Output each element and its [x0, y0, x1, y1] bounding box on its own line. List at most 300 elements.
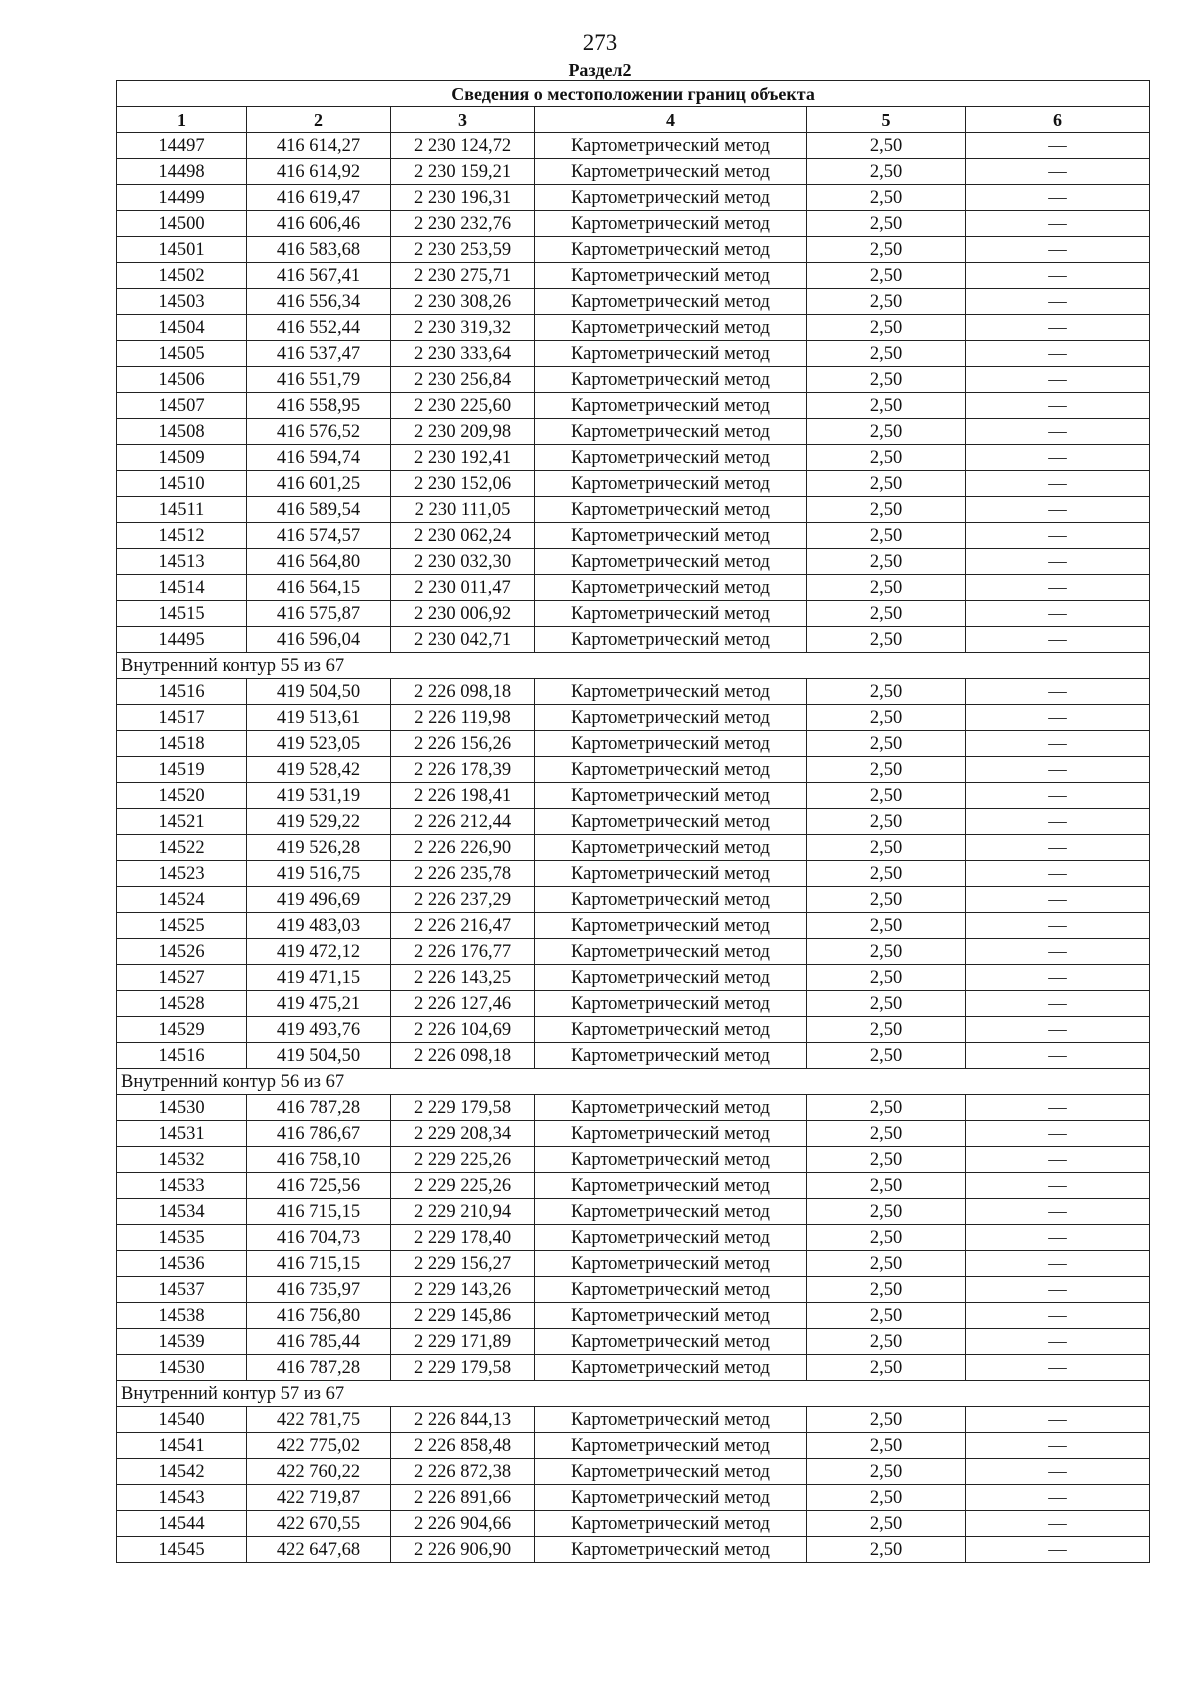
table-row [117, 913, 1150, 939]
method-cell: Картометрический метод [535, 679, 807, 705]
y-coordinate-cell: 2 230 308,26 [391, 289, 535, 315]
description-cell: — [966, 159, 1150, 185]
table-row [117, 133, 1150, 159]
point-number-cell: 14544 [117, 1511, 247, 1537]
y-coordinate-cell: 2 226 844,13 [391, 1407, 535, 1433]
point-number-cell: 14521 [117, 809, 247, 835]
table-row [117, 1121, 1150, 1147]
y-coordinate-cell: 2 230 256,84 [391, 367, 535, 393]
point-number-cell: 14539 [117, 1329, 247, 1355]
x-coordinate-cell: 416 537,47 [247, 341, 391, 367]
table-row [117, 601, 1150, 627]
description-cell: — [966, 731, 1150, 757]
method-cell: Картометрический метод [535, 1459, 807, 1485]
method-cell: Картометрический метод [535, 835, 807, 861]
accuracy-cell: 2,50 [807, 445, 966, 471]
description-cell: — [966, 263, 1150, 289]
accuracy-cell: 2,50 [807, 757, 966, 783]
point-number-cell: 14519 [117, 757, 247, 783]
point-number-cell: 14512 [117, 523, 247, 549]
x-coordinate-cell: 416 758,10 [247, 1147, 391, 1173]
point-number-cell: 14541 [117, 1433, 247, 1459]
description-cell: — [966, 1225, 1150, 1251]
x-coordinate-cell: 416 619,47 [247, 185, 391, 211]
contour-header-row [117, 1381, 1150, 1407]
x-coordinate-cell: 419 504,50 [247, 679, 391, 705]
description-cell: — [966, 523, 1150, 549]
page-number: 273 [582, 30, 618, 55]
y-coordinate-cell: 2 229 179,58 [391, 1095, 535, 1121]
method-cell: Картометрический метод [535, 341, 807, 367]
y-coordinate-cell: 2 229 178,40 [391, 1225, 535, 1251]
y-coordinate-cell: 2 230 232,76 [391, 211, 535, 237]
point-number-cell: 14523 [117, 861, 247, 887]
table-row [117, 315, 1150, 341]
table-row [117, 1303, 1150, 1329]
method-cell: Картометрический метод [535, 445, 807, 471]
x-coordinate-cell: 419 475,21 [247, 991, 391, 1017]
point-number-cell: 14527 [117, 965, 247, 991]
accuracy-cell: 2,50 [807, 1251, 966, 1277]
column-header: 3 [391, 107, 535, 133]
point-number-cell: 14535 [117, 1225, 247, 1251]
description-cell: — [966, 809, 1150, 835]
table-title-row [117, 81, 1150, 107]
point-number-cell: 14500 [117, 211, 247, 237]
description-cell: — [966, 341, 1150, 367]
description-cell: — [966, 549, 1150, 575]
x-coordinate-cell: 419 516,75 [247, 861, 391, 887]
point-number-cell: 14511 [117, 497, 247, 523]
y-coordinate-cell: 2 226 904,66 [391, 1511, 535, 1537]
table-row [117, 1459, 1150, 1485]
x-coordinate-cell: 416 589,54 [247, 497, 391, 523]
y-coordinate-cell: 2 230 111,05 [391, 497, 535, 523]
point-number-cell: 14495 [117, 627, 247, 653]
accuracy-cell: 2,50 [807, 809, 966, 835]
x-coordinate-cell: 422 647,68 [247, 1537, 391, 1563]
point-number-cell: 14533 [117, 1173, 247, 1199]
y-coordinate-cell: 2 230 042,71 [391, 627, 535, 653]
accuracy-cell: 2,50 [807, 965, 966, 991]
description-cell: — [966, 315, 1150, 341]
y-coordinate-cell: 2 226 104,69 [391, 1017, 535, 1043]
method-cell: Картометрический метод [535, 965, 807, 991]
contour-label: Внутренний контур 55 из 67 [117, 653, 1150, 679]
point-number-cell: 14528 [117, 991, 247, 1017]
point-number-cell: 14501 [117, 237, 247, 263]
method-cell: Картометрический метод [535, 497, 807, 523]
point-number-cell: 14530 [117, 1095, 247, 1121]
point-number-cell: 14524 [117, 887, 247, 913]
accuracy-cell: 2,50 [807, 939, 966, 965]
x-coordinate-cell: 422 670,55 [247, 1511, 391, 1537]
method-cell: Картометрический метод [535, 887, 807, 913]
accuracy-cell: 2,50 [807, 679, 966, 705]
method-cell: Картометрический метод [535, 809, 807, 835]
point-number-cell: 14526 [117, 939, 247, 965]
table-row [117, 1511, 1150, 1537]
description-cell: — [966, 887, 1150, 913]
x-coordinate-cell: 416 785,44 [247, 1329, 391, 1355]
y-coordinate-cell: 2 230 192,41 [391, 445, 535, 471]
y-coordinate-cell: 2 226 891,66 [391, 1485, 535, 1511]
table-row [117, 679, 1150, 705]
y-coordinate-cell: 2 226 178,39 [391, 757, 535, 783]
accuracy-cell: 2,50 [807, 1173, 966, 1199]
x-coordinate-cell: 419 504,50 [247, 1043, 391, 1069]
description-cell: — [966, 1329, 1150, 1355]
column-header: 5 [807, 107, 966, 133]
method-cell: Картометрический метод [535, 939, 807, 965]
method-cell: Картометрический метод [535, 1095, 807, 1121]
x-coordinate-cell: 422 760,22 [247, 1459, 391, 1485]
method-cell: Картометрический метод [535, 1121, 807, 1147]
table-row [117, 211, 1150, 237]
method-cell: Картометрический метод [535, 263, 807, 289]
accuracy-cell: 2,50 [807, 1121, 966, 1147]
x-coordinate-cell: 416 556,34 [247, 289, 391, 315]
point-number-cell: 14545 [117, 1537, 247, 1563]
x-coordinate-cell: 419 526,28 [247, 835, 391, 861]
y-coordinate-cell: 2 226 237,29 [391, 887, 535, 913]
y-coordinate-cell: 2 230 006,92 [391, 601, 535, 627]
y-coordinate-cell: 2 226 176,77 [391, 939, 535, 965]
x-coordinate-cell: 416 601,25 [247, 471, 391, 497]
accuracy-cell: 2,50 [807, 1017, 966, 1043]
table-row [117, 289, 1150, 315]
y-coordinate-cell: 2 230 319,32 [391, 315, 535, 341]
table-row [117, 1355, 1150, 1381]
x-coordinate-cell: 419 483,03 [247, 913, 391, 939]
table-row [117, 991, 1150, 1017]
table-row [117, 1251, 1150, 1277]
table-row [117, 185, 1150, 211]
description-cell: — [966, 835, 1150, 861]
method-cell: Картометрический метод [535, 731, 807, 757]
point-number-cell: 14507 [117, 393, 247, 419]
description-cell: — [966, 1433, 1150, 1459]
x-coordinate-cell: 416 606,46 [247, 211, 391, 237]
description-cell: — [966, 939, 1150, 965]
accuracy-cell: 2,50 [807, 783, 966, 809]
point-number-cell: 14543 [117, 1485, 247, 1511]
accuracy-cell: 2,50 [807, 523, 966, 549]
accuracy-cell: 2,50 [807, 1485, 966, 1511]
accuracy-cell: 2,50 [807, 861, 966, 887]
table-row [117, 367, 1150, 393]
x-coordinate-cell: 416 583,68 [247, 237, 391, 263]
section-title: Раздел2 [568, 60, 632, 80]
x-coordinate-cell: 416 594,74 [247, 445, 391, 471]
y-coordinate-cell: 2 226 212,44 [391, 809, 535, 835]
point-number-cell: 14529 [117, 1017, 247, 1043]
accuracy-cell: 2,50 [807, 575, 966, 601]
method-cell: Картометрический метод [535, 1173, 807, 1199]
accuracy-cell: 2,50 [807, 1043, 966, 1069]
contour-label: Внутренний контур 56 из 67 [117, 1069, 1150, 1095]
y-coordinate-cell: 2 229 156,27 [391, 1251, 535, 1277]
description-cell: — [966, 1199, 1150, 1225]
y-coordinate-cell: 2 226 198,41 [391, 783, 535, 809]
y-coordinate-cell: 2 229 145,86 [391, 1303, 535, 1329]
method-cell: Картометрический метод [535, 367, 807, 393]
description-cell: — [966, 445, 1150, 471]
method-cell: Картометрический метод [535, 1225, 807, 1251]
method-cell: Картометрический метод [535, 393, 807, 419]
column-header: 4 [535, 107, 807, 133]
table-row [117, 757, 1150, 783]
method-cell: Картометрический метод [535, 419, 807, 445]
description-cell: — [966, 965, 1150, 991]
table-row [117, 237, 1150, 263]
y-coordinate-cell: 2 226 127,46 [391, 991, 535, 1017]
method-cell: Картометрический метод [535, 601, 807, 627]
point-number-cell: 14538 [117, 1303, 247, 1329]
description-cell: — [966, 419, 1150, 445]
description-cell: — [966, 1121, 1150, 1147]
column-header: 6 [966, 107, 1150, 133]
point-number-cell: 14520 [117, 783, 247, 809]
method-cell: Картометрический метод [535, 991, 807, 1017]
x-coordinate-cell: 416 786,67 [247, 1121, 391, 1147]
description-cell: — [966, 1043, 1150, 1069]
point-number-cell: 14502 [117, 263, 247, 289]
point-number-cell: 14532 [117, 1147, 247, 1173]
contour-header-row [117, 1069, 1150, 1095]
accuracy-cell: 2,50 [807, 1433, 966, 1459]
x-coordinate-cell: 422 719,87 [247, 1485, 391, 1511]
method-cell: Картометрический метод [535, 1303, 807, 1329]
table-row [117, 1433, 1150, 1459]
accuracy-cell: 2,50 [807, 1537, 966, 1563]
table-row [117, 497, 1150, 523]
method-cell: Картометрический метод [535, 1511, 807, 1537]
accuracy-cell: 2,50 [807, 1095, 966, 1121]
description-cell: — [966, 1537, 1150, 1563]
method-cell: Картометрический метод [535, 1329, 807, 1355]
table-row [117, 393, 1150, 419]
method-cell: Картометрический метод [535, 783, 807, 809]
x-coordinate-cell: 416 715,15 [247, 1199, 391, 1225]
description-cell: — [966, 1355, 1150, 1381]
accuracy-cell: 2,50 [807, 211, 966, 237]
y-coordinate-cell: 2 230 333,64 [391, 341, 535, 367]
method-cell: Картометрический метод [535, 211, 807, 237]
x-coordinate-cell: 419 471,15 [247, 965, 391, 991]
table-row [117, 1147, 1150, 1173]
x-coordinate-cell: 416 564,15 [247, 575, 391, 601]
point-number-cell: 14516 [117, 1043, 247, 1069]
method-cell: Картометрический метод [535, 1251, 807, 1277]
x-coordinate-cell: 416 551,79 [247, 367, 391, 393]
description-cell: — [966, 1173, 1150, 1199]
y-coordinate-cell: 2 226 226,90 [391, 835, 535, 861]
method-cell: Картометрический метод [535, 159, 807, 185]
x-coordinate-cell: 416 715,15 [247, 1251, 391, 1277]
description-cell: — [966, 1303, 1150, 1329]
y-coordinate-cell: 2 230 011,47 [391, 575, 535, 601]
point-number-cell: 14514 [117, 575, 247, 601]
table-row [117, 1485, 1150, 1511]
contour-header-row [117, 653, 1150, 679]
point-number-cell: 14517 [117, 705, 247, 731]
description-cell: — [966, 575, 1150, 601]
accuracy-cell: 2,50 [807, 315, 966, 341]
point-number-cell: 14504 [117, 315, 247, 341]
description-cell: — [966, 367, 1150, 393]
accuracy-cell: 2,50 [807, 133, 966, 159]
table-row [117, 1017, 1150, 1043]
y-coordinate-cell: 2 229 208,34 [391, 1121, 535, 1147]
y-coordinate-cell: 2 230 209,98 [391, 419, 535, 445]
x-coordinate-cell: 416 596,04 [247, 627, 391, 653]
y-coordinate-cell: 2 230 253,59 [391, 237, 535, 263]
x-coordinate-cell: 416 567,41 [247, 263, 391, 289]
description-cell: — [966, 393, 1150, 419]
point-number-cell: 14509 [117, 445, 247, 471]
point-number-cell: 14499 [117, 185, 247, 211]
point-number-cell: 14540 [117, 1407, 247, 1433]
point-number-cell: 14508 [117, 419, 247, 445]
method-cell: Картометрический метод [535, 861, 807, 887]
accuracy-cell: 2,50 [807, 835, 966, 861]
accuracy-cell: 2,50 [807, 705, 966, 731]
x-coordinate-cell: 419 529,22 [247, 809, 391, 835]
table-title: Сведения о местоположении границ объекта [117, 81, 1150, 107]
point-number-cell: 14503 [117, 289, 247, 315]
description-cell: — [966, 471, 1150, 497]
description-cell: — [966, 1251, 1150, 1277]
table-row [117, 835, 1150, 861]
table-row [117, 419, 1150, 445]
accuracy-cell: 2,50 [807, 1225, 966, 1251]
y-coordinate-cell: 2 230 225,60 [391, 393, 535, 419]
accuracy-cell: 2,50 [807, 549, 966, 575]
method-cell: Картометрический метод [535, 1433, 807, 1459]
accuracy-cell: 2,50 [807, 627, 966, 653]
accuracy-cell: 2,50 [807, 1277, 966, 1303]
description-cell: — [966, 237, 1150, 263]
table-row [117, 1225, 1150, 1251]
point-number-cell: 14506 [117, 367, 247, 393]
y-coordinate-cell: 2 226 119,98 [391, 705, 535, 731]
y-coordinate-cell: 2 230 275,71 [391, 263, 535, 289]
table-row [117, 445, 1150, 471]
method-cell: Картометрический метод [535, 575, 807, 601]
description-cell: — [966, 133, 1150, 159]
table-row [117, 1043, 1150, 1069]
accuracy-cell: 2,50 [807, 991, 966, 1017]
description-cell: — [966, 679, 1150, 705]
accuracy-cell: 2,50 [807, 731, 966, 757]
x-coordinate-cell: 416 756,80 [247, 1303, 391, 1329]
table-row [117, 939, 1150, 965]
column-header: 1 [117, 107, 247, 133]
point-number-cell: 14530 [117, 1355, 247, 1381]
x-coordinate-cell: 416 558,95 [247, 393, 391, 419]
x-coordinate-cell: 416 614,92 [247, 159, 391, 185]
method-cell: Картометрический метод [535, 1485, 807, 1511]
x-coordinate-cell: 416 552,44 [247, 315, 391, 341]
table-row [117, 1199, 1150, 1225]
table-row [117, 1173, 1150, 1199]
x-coordinate-cell: 419 528,42 [247, 757, 391, 783]
table-row [117, 341, 1150, 367]
method-cell: Картометрический метод [535, 185, 807, 211]
x-coordinate-cell: 419 472,12 [247, 939, 391, 965]
table-row [117, 861, 1150, 887]
point-number-cell: 14515 [117, 601, 247, 627]
accuracy-cell: 2,50 [807, 393, 966, 419]
accuracy-cell: 2,50 [807, 159, 966, 185]
accuracy-cell: 2,50 [807, 1147, 966, 1173]
x-coordinate-cell: 419 523,05 [247, 731, 391, 757]
table-row [117, 1095, 1150, 1121]
table-row [117, 1537, 1150, 1563]
description-cell: — [966, 1511, 1150, 1537]
x-coordinate-cell: 416 787,28 [247, 1355, 391, 1381]
table-body [117, 133, 1150, 1563]
table-row [117, 523, 1150, 549]
point-number-cell: 14534 [117, 1199, 247, 1225]
accuracy-cell: 2,50 [807, 1355, 966, 1381]
table-row [117, 263, 1150, 289]
y-coordinate-cell: 2 229 225,26 [391, 1147, 535, 1173]
table-row [117, 1329, 1150, 1355]
table-row [117, 1407, 1150, 1433]
point-number-cell: 14505 [117, 341, 247, 367]
point-number-cell: 14497 [117, 133, 247, 159]
table-row [117, 159, 1150, 185]
point-number-cell: 14537 [117, 1277, 247, 1303]
table-row [117, 809, 1150, 835]
accuracy-cell: 2,50 [807, 419, 966, 445]
x-coordinate-cell: 416 575,87 [247, 601, 391, 627]
description-cell: — [966, 1095, 1150, 1121]
method-cell: Картометрический метод [535, 133, 807, 159]
accuracy-cell: 2,50 [807, 289, 966, 315]
method-cell: Картометрический метод [535, 1355, 807, 1381]
accuracy-cell: 2,50 [807, 367, 966, 393]
column-header-row [117, 107, 1150, 133]
y-coordinate-cell: 2 226 906,90 [391, 1537, 535, 1563]
x-coordinate-cell: 419 496,69 [247, 887, 391, 913]
method-cell: Картометрический метод [535, 1277, 807, 1303]
y-coordinate-cell: 2 230 032,30 [391, 549, 535, 575]
x-coordinate-cell: 416 725,56 [247, 1173, 391, 1199]
point-number-cell: 14525 [117, 913, 247, 939]
table-row [117, 783, 1150, 809]
method-cell: Картометрический метод [535, 1537, 807, 1563]
point-number-cell: 14498 [117, 159, 247, 185]
description-cell: — [966, 861, 1150, 887]
description-cell: — [966, 1147, 1150, 1173]
description-cell: — [966, 289, 1150, 315]
description-cell: — [966, 991, 1150, 1017]
method-cell: Картометрический метод [535, 549, 807, 575]
accuracy-cell: 2,50 [807, 887, 966, 913]
table-row [117, 549, 1150, 575]
method-cell: Картометрический метод [535, 471, 807, 497]
method-cell: Картометрический метод [535, 705, 807, 731]
accuracy-cell: 2,50 [807, 1407, 966, 1433]
accuracy-cell: 2,50 [807, 497, 966, 523]
y-coordinate-cell: 2 230 196,31 [391, 185, 535, 211]
y-coordinate-cell: 2 226 872,38 [391, 1459, 535, 1485]
description-cell: — [966, 185, 1150, 211]
accuracy-cell: 2,50 [807, 237, 966, 263]
